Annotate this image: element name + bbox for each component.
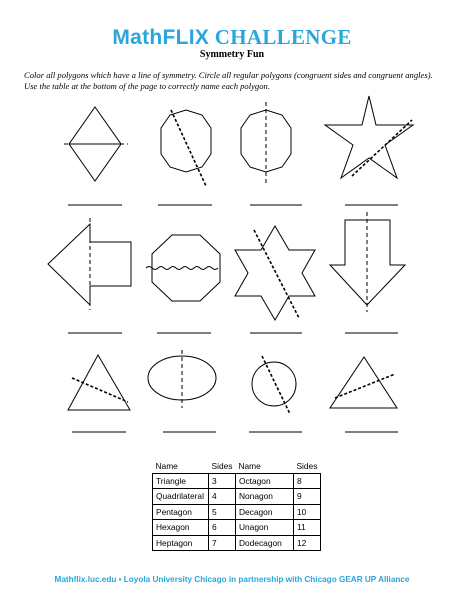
- shape-arrow-down: [330, 212, 405, 312]
- brand-mathflix: MathFLIX: [112, 26, 210, 49]
- table-cell: 4: [209, 489, 236, 505]
- table-cell: Pentagon: [153, 504, 209, 520]
- table-cell: Decagon: [235, 504, 293, 520]
- table-row: [153, 520, 321, 536]
- table-header-row: [153, 459, 321, 473]
- shape-decagon-diagonal: [161, 110, 211, 186]
- table-cell: 12: [293, 535, 320, 551]
- brand-challenge: CHALLENGE: [214, 25, 352, 49]
- shape-arrow-left: [48, 218, 131, 310]
- header-name-2: Name: [238, 460, 261, 471]
- shape-triangle-diagonal-2: [330, 357, 397, 408]
- table-cell: 9: [293, 489, 320, 505]
- table-cell: Hexagon: [153, 520, 209, 536]
- table-cell: Unagon: [235, 520, 293, 536]
- table-cell: 3: [209, 473, 236, 489]
- shape-hexagram-diagonal: [235, 226, 315, 320]
- table-cell: Dodecagon: [235, 535, 293, 551]
- polygon-names-table: [152, 459, 321, 551]
- table-cell: 11: [293, 520, 320, 536]
- page-footer: Mathflix.luc.edu • Loyola University Chicago in partnership with Chicago GEAR UP Alliance: [54, 575, 410, 584]
- table-cell: 10: [293, 504, 320, 520]
- table-row: [153, 489, 321, 505]
- table-cell: Quadrilateral: [153, 489, 209, 505]
- table-cell: 7: [209, 535, 236, 551]
- table-cell: 6: [209, 520, 236, 536]
- instructions-text: Color all polygons which have a line of symmetry. Circle all regular polygons (congruent sides and congruent angles). Use the table at the bottom of the page to correctly name each polygon.: [24, 70, 433, 91]
- table-row: [153, 473, 321, 489]
- shape-diamond-pair: [64, 107, 128, 181]
- shape-decagon-vertical: [241, 102, 291, 186]
- table-cell: Octagon: [235, 473, 293, 489]
- shape-octagon-wavy: [146, 235, 220, 301]
- header-sides-1: Sides: [211, 460, 233, 471]
- table-cell: Triangle: [153, 473, 209, 489]
- shape-circle-diagonal: [252, 356, 296, 414]
- table-row: [153, 535, 321, 551]
- table-cell: Heptagon: [153, 535, 209, 551]
- header-name-1: Name: [155, 460, 178, 471]
- page-subtitle: Symmetry Fun: [199, 49, 265, 60]
- shape-triangle-diagonal: [68, 355, 130, 410]
- shape-star-diagonal: [325, 96, 413, 178]
- header-sides-2: Sides: [296, 460, 318, 471]
- table-cell: Nonagon: [235, 489, 293, 505]
- shape-ellipse-vertical: [148, 350, 216, 408]
- table-row: [153, 504, 321, 520]
- table-cell: 5: [209, 504, 236, 520]
- table-cell: 8: [293, 473, 320, 489]
